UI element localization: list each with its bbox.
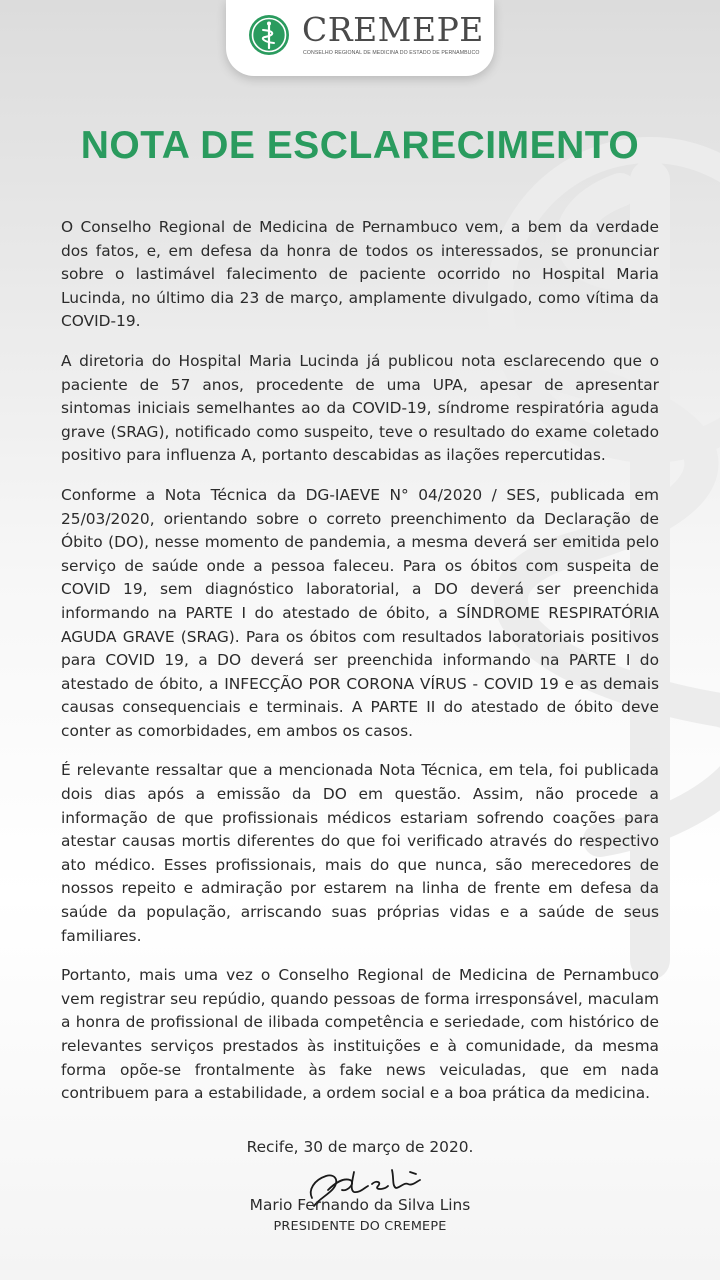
paragraph-5: Portanto, mais uma vez o Conselho Regional de Medicina de Pernambuco vem registrar seu repúdio, quando pessoas de forma irresponsável, maculam a honra de profissional de ilibada competência e seriedade, com histórico de relevantes serviços prestados às instituições e à comunidade, da mesma forma opõe-se frontalmente às fake news veiculadas, que em nada contribuem para a estabilidade, a ordem social e a boa prática da medicina.	[61, 966, 659, 1103]
paragraph-4: É relevante ressaltar que a mencionada Nota Técnica, em tela, foi publicada dois dias após a emissão da DO em questão. Assim, não procede a informação de que profissionais médicos estariam sofrendo coações para atestar causas mortis diferentes do que foi verificado através do respectivo ato médico. Esses profissionais, mais do que nunca, são merecedores de nossos repeito e admiração por estarem na linha de frente em defesa da saúde da população, arriscando suas próprias vidas e a saúde de seus familiares.	[61, 761, 659, 945]
place-date: Recife, 30 de março de 2020.	[246, 1138, 474, 1156]
org-subtitle: CONSELHO REGIONAL DE MEDICINA DO ESTADO DE PERNAMBUCO	[303, 50, 480, 56]
org-name: CREMEPE	[302, 10, 484, 49]
paragraph-3: Conforme a Nota Técnica da DG-IAEVE N° 04/2020 / SES, publicada em 25/03/2020, orientando sobre o correto preenchimento da Declaração de Óbito (DO), nesse momento de pandemia, a mesma deverá ser emitida pelo serviço de saúde onde a pessoa faleceu. Para os óbitos com suspeita de COVID 19, sem diagnóstico laboratorial, a DO deverá ser preenchida informando na PARTE I do atestado de óbito, a SÍNDROME RESPIRATÓRIA AGUDA GRAVE (SRAG). Para os óbitos com resultados laboratoriais positivos para COVID 19, a DO deverá ser preenchida informando na PARTE I do atestado de óbito, a INFECÇÃO POR CORONA VÍRUS - COVID 19 e as demais causas consequenciais e terminais. A PARTE II do atestado de óbito deve conter as comorbidades, em ambos os casos.	[61, 485, 659, 740]
signer-name: Mario Fernando da Silva Lins	[249, 1196, 471, 1214]
paragraph-1: O Conselho Regional de Medicina de Pernambuco vem, a bem da verdade dos fatos, e, em defesa da honra de todos os interessados, se pronunciar sobre o lastimável falecimento de paciente ocorrido no Hospital Maria Lucinda, no último dia 23 de março, amplamente divulgado, como vítima da COVID-19.	[61, 218, 659, 331]
logo-header	[226, 0, 494, 76]
caduceus-icon	[248, 14, 290, 56]
paragraph-2: A diretoria do Hospital Maria Lucinda já publicou nota esclarecendo que o paciente de 57 anos, procedente de uma UPA, apesar de apresentar sintomas iniciais semelhantes ao da COVID-19, síndrome respiratória aguda grave (SRAG), notificado como suspeito, teve o resultado do exame coletado positivo para influenza A, portanto descabidas as ilações repercutidas.	[61, 351, 659, 465]
page-title: NOTA DE ESCLARECIMENTO	[80, 124, 640, 167]
document-body	[61, 216, 659, 1122]
signer-role: PRESIDENTE DO CREMEPE	[273, 1219, 447, 1234]
